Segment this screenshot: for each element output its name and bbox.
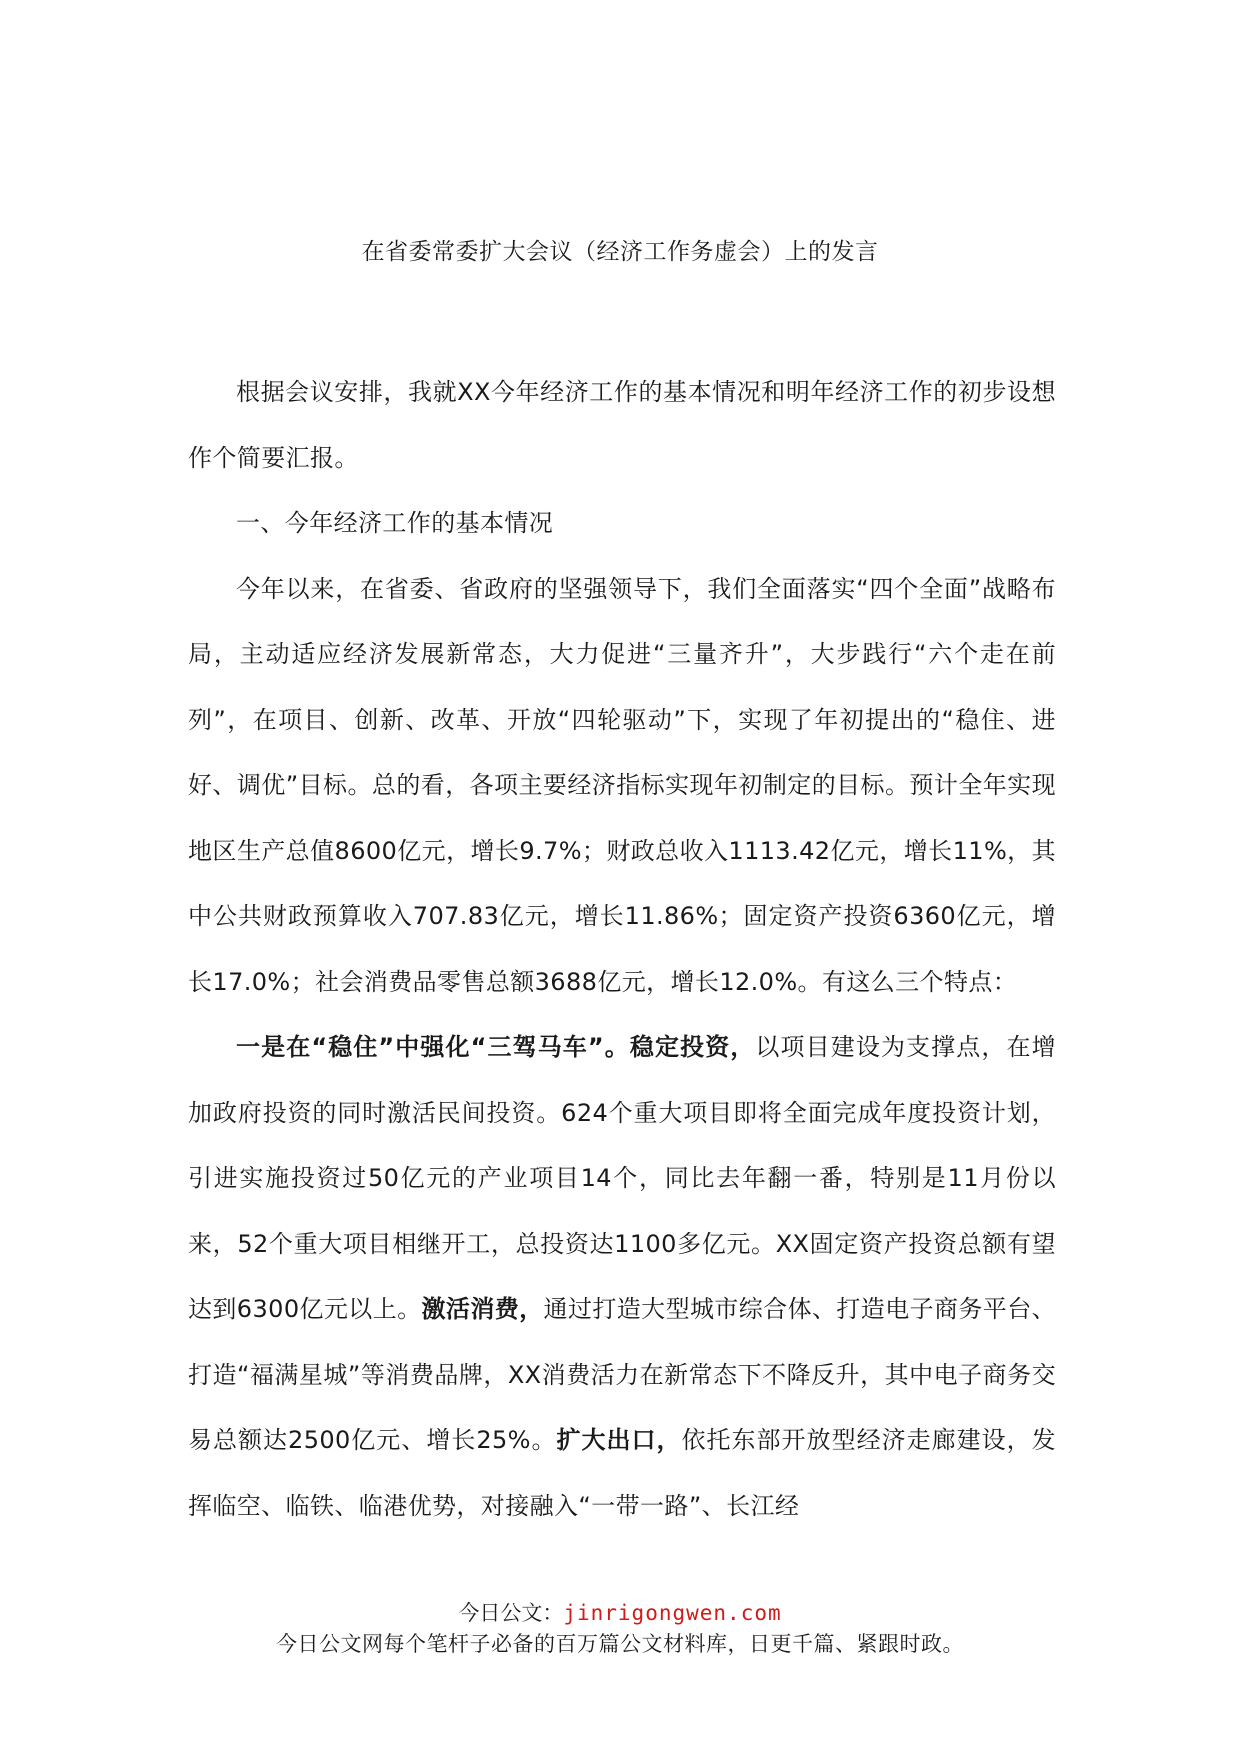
section-heading: 一、今年经济工作的基本情况 (236, 509, 554, 537)
feature-one-text-1: 以项目建设为支撑点，在增加政府投资的同时激活民间投资。624个重大项目即将全面完成年度投资计划，引进实施投资过50亿元的产业项目14个，同比去年翻一番，特别是11月份以来，52个重大项目相继开工，总投资达1100多亿元。XX固定资产投资总额有望达到6300亿元以上。 (188, 1033, 1056, 1323)
paragraph-overview: 今年以来，在省委、省政府的坚强领导下，我们全面落实“四个全面”战略布局，主动适应经济发展新常态，大力促进“三量齐升”，大步践行“六个走在前列”，在项目、创新、改革、开放“四轮驱动”下，实现了年初提出的“稳住、进好、调优”目标。总的看，各项主要经济指标实现年初制定的目标。预计全年实现地区生产总值8600亿元，增长9.7%；财政总收入1113.42亿元，增长11%，其中公共财政预算收入707.83亿元，增长11.86%；固定资产投资6360亿元，增长17.0%；社会消费品零售总额3688亿元，增长12.0%。有这么三个特点： (188, 574, 1056, 996)
document-title: 在省委常委扩大会议（经济工作务虚会）上的发言 (361, 239, 879, 265)
feature-one-text-3: 依托东部开放型经济走廊建设，发挥临空、临铁、临港优势，对接融入“一带一路”、长江经 (188, 1426, 1057, 1520)
paragraph-intro: 根据会议安排，我就XX今年经济工作的基本情况和明年经济工作的初步设想作个简要汇报。 (188, 378, 1056, 472)
feature-one-text-2: 通过打造大型城市综合体、打造电子商务平台、打造“福满星城”等消费品牌，XX消费活力在新常态下不降反升，其中电子商务交易总额达2500亿元、增长25%。 (188, 1295, 1057, 1454)
footer-source (0, 1598, 1240, 1628)
footer-site-link[interactable]: jinrigongwen.com (563, 1601, 782, 1625)
footer-label: 今日公文： (458, 1601, 564, 1625)
feature-one-bold-3: 扩大出口， (556, 1426, 682, 1454)
paragraph-feature-one (188, 1015, 1056, 1539)
footer-slogan: 今日公文网每个笔杆子必备的百万篇公文材料库，日更千篇、紧跟时政。 (276, 1632, 964, 1656)
feature-one-bold-2: 激活消费， (421, 1295, 544, 1323)
feature-one-lead: 一是在“稳住”中强化“三驾马车”。稳定投资， (236, 1033, 756, 1061)
document-body (188, 360, 1056, 1539)
